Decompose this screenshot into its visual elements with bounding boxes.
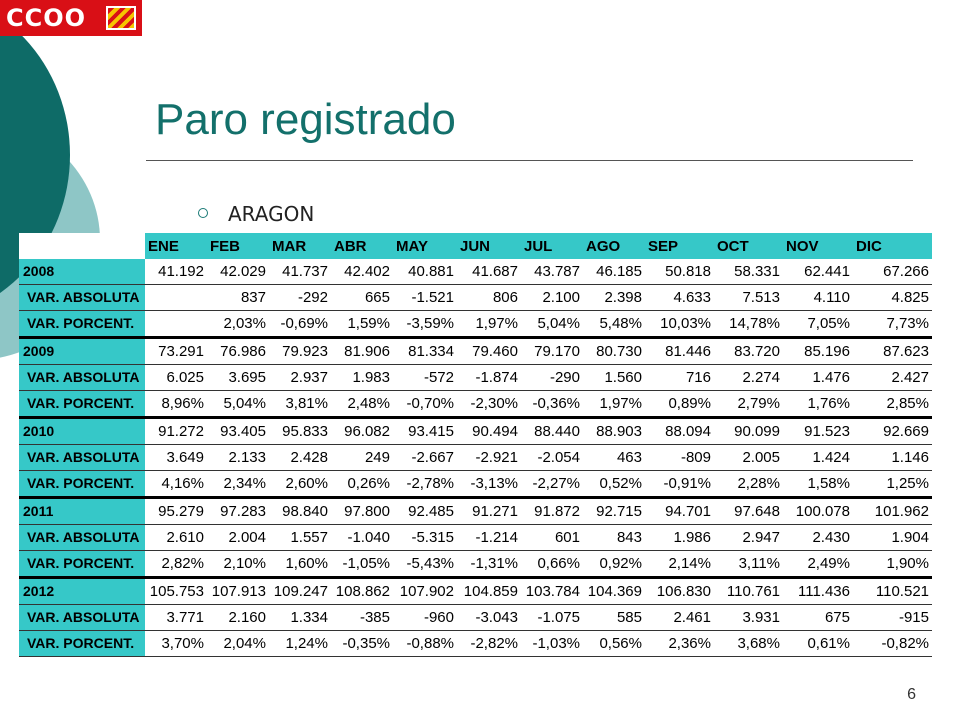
cell-pct-2010-ene: 4,16%: [145, 471, 207, 498]
cell-total-2009-jun: 79.460: [457, 338, 521, 365]
cell-abs-2012-feb: 2.160: [207, 605, 269, 631]
cell-abs-2012-sep: 2.461: [645, 605, 714, 631]
cell-total-2010-dic: 92.669: [853, 418, 932, 445]
cell-total-2008-dic: 67.266: [853, 259, 932, 285]
cell-abs-2010-sep: -809: [645, 445, 714, 471]
cell-pct-2010-jul: -2,27%: [521, 471, 583, 498]
cell-abs-2012-jul: -1.075: [521, 605, 583, 631]
cell-total-2012-oct: 110.761: [714, 578, 783, 605]
cell-pct-2010-dic: 1,25%: [853, 471, 932, 498]
cell-abs-2009-may: -572: [393, 365, 457, 391]
cell-pct-2012-oct: 3,68%: [714, 631, 783, 657]
cell-pct-2009-ago: 1,97%: [583, 391, 645, 418]
cell-pct-2011-oct: 3,11%: [714, 551, 783, 578]
cell-total-2010-oct: 90.099: [714, 418, 783, 445]
row-label: VAR. PORCENT.: [19, 551, 145, 578]
cell-total-2009-nov: 85.196: [783, 338, 853, 365]
cell-abs-2010-ene: 3.649: [145, 445, 207, 471]
cell-pct-2010-sep: -0,91%: [645, 471, 714, 498]
cell-abs-2010-may: -2.667: [393, 445, 457, 471]
unemployment-table: [19, 233, 932, 657]
cell-total-2008-mar: 41.737: [269, 259, 331, 285]
cell-pct-2011-ago: 0,92%: [583, 551, 645, 578]
cell-pct-2012-jul: -1,03%: [521, 631, 583, 657]
cell-total-2010-ago: 88.903: [583, 418, 645, 445]
cell-pct-2011-feb: 2,10%: [207, 551, 269, 578]
cell-abs-2010-mar: 2.428: [269, 445, 331, 471]
cell-abs-2012-ene: 3.771: [145, 605, 207, 631]
cell-total-2008-jul: 43.787: [521, 259, 583, 285]
cell-abs-2008-ene: [145, 285, 207, 311]
cell-total-2011-dic: 101.962: [853, 498, 932, 525]
cell-pct-2012-dic: -0,82%: [853, 631, 932, 657]
cell-total-2012-may: 107.902: [393, 578, 457, 605]
cell-pct-2008-ago: 5,48%: [583, 311, 645, 338]
abs-variation-row-2009: [19, 365, 932, 391]
row-label: VAR. ABSOLUTA: [19, 365, 145, 391]
cell-pct-2008-oct: 14,78%: [714, 311, 783, 338]
cell-abs-2010-nov: 1.424: [783, 445, 853, 471]
cell-total-2010-ene: 91.272: [145, 418, 207, 445]
cell-abs-2009-feb: 3.695: [207, 365, 269, 391]
cell-pct-2009-ene: 8,96%: [145, 391, 207, 418]
month-header-nov: NOV: [783, 233, 853, 259]
cell-pct-2012-mar: 1,24%: [269, 631, 331, 657]
cell-total-2010-may: 93.415: [393, 418, 457, 445]
cell-total-2010-abr: 96.082: [331, 418, 393, 445]
cell-pct-2009-may: -0,70%: [393, 391, 457, 418]
cell-pct-2009-dic: 2,85%: [853, 391, 932, 418]
cell-total-2010-jul: 88.440: [521, 418, 583, 445]
pct-variation-row-2009: [19, 391, 932, 418]
cell-pct-2008-abr: 1,59%: [331, 311, 393, 338]
cell-pct-2008-may: -3,59%: [393, 311, 457, 338]
cell-pct-2011-may: -5,43%: [393, 551, 457, 578]
cell-pct-2012-may: -0,88%: [393, 631, 457, 657]
cell-pct-2008-feb: 2,03%: [207, 311, 269, 338]
cell-pct-2010-ago: 0,52%: [583, 471, 645, 498]
cell-pct-2010-oct: 2,28%: [714, 471, 783, 498]
cell-abs-2012-may: -960: [393, 605, 457, 631]
cell-pct-2011-sep: 2,14%: [645, 551, 714, 578]
month-header-dic: DIC: [853, 233, 932, 259]
cell-abs-2011-ago: 843: [583, 525, 645, 551]
cell-total-2008-oct: 58.331: [714, 259, 783, 285]
row-label: VAR. ABSOLUTA: [19, 605, 145, 631]
cell-total-2011-mar: 98.840: [269, 498, 331, 525]
cell-abs-2010-jun: -2.921: [457, 445, 521, 471]
cell-total-2009-ene: 73.291: [145, 338, 207, 365]
cell-abs-2008-mar: -292: [269, 285, 331, 311]
year-row-2011: [19, 498, 932, 525]
cell-abs-2010-dic: 1.146: [853, 445, 932, 471]
month-header-row: [19, 233, 932, 259]
cell-total-2010-sep: 88.094: [645, 418, 714, 445]
cell-total-2010-nov: 91.523: [783, 418, 853, 445]
cell-total-2012-abr: 108.862: [331, 578, 393, 605]
cell-total-2011-may: 92.485: [393, 498, 457, 525]
month-header-mar: MAR: [269, 233, 331, 259]
row-label: VAR. PORCENT.: [19, 391, 145, 418]
cell-pct-2012-ago: 0,56%: [583, 631, 645, 657]
cell-abs-2011-nov: 2.430: [783, 525, 853, 551]
cell-abs-2012-dic: -915: [853, 605, 932, 631]
cell-total-2010-jun: 90.494: [457, 418, 521, 445]
cell-abs-2011-ene: 2.610: [145, 525, 207, 551]
cell-pct-2011-jul: 0,66%: [521, 551, 583, 578]
cell-total-2012-ene: 105.753: [145, 578, 207, 605]
cell-abs-2008-feb: 837: [207, 285, 269, 311]
cell-abs-2010-jul: -2.054: [521, 445, 583, 471]
region-subtitle: ARAGON: [228, 202, 315, 226]
cell-abs-2011-mar: 1.557: [269, 525, 331, 551]
cell-pct-2012-feb: 2,04%: [207, 631, 269, 657]
row-label: VAR. ABSOLUTA: [19, 445, 145, 471]
cell-pct-2011-ene: 2,82%: [145, 551, 207, 578]
cell-total-2011-sep: 94.701: [645, 498, 714, 525]
year-row-2010: [19, 418, 932, 445]
cell-total-2009-ago: 80.730: [583, 338, 645, 365]
cell-total-2008-may: 40.881: [393, 259, 457, 285]
row-label: VAR. PORCENT.: [19, 631, 145, 657]
cell-total-2009-may: 81.334: [393, 338, 457, 365]
cell-pct-2009-jun: -2,30%: [457, 391, 521, 418]
month-header-may: MAY: [393, 233, 457, 259]
cell-abs-2011-feb: 2.004: [207, 525, 269, 551]
cell-pct-2010-nov: 1,58%: [783, 471, 853, 498]
cell-pct-2009-jul: -0,36%: [521, 391, 583, 418]
cell-pct-2008-nov: 7,05%: [783, 311, 853, 338]
cell-total-2011-jul: 91.872: [521, 498, 583, 525]
cell-total-2008-ago: 46.185: [583, 259, 645, 285]
cell-abs-2012-oct: 3.931: [714, 605, 783, 631]
row-label: 2008: [19, 259, 145, 285]
cell-total-2011-oct: 97.648: [714, 498, 783, 525]
ccoo-logo: [0, 0, 142, 36]
cell-total-2012-mar: 109.247: [269, 578, 331, 605]
bullet-icon: [198, 208, 208, 218]
cell-total-2012-nov: 111.436: [783, 578, 853, 605]
cell-pct-2011-nov: 2,49%: [783, 551, 853, 578]
cell-abs-2009-ago: 1.560: [583, 365, 645, 391]
month-header-jun: JUN: [457, 233, 521, 259]
cell-total-2009-jul: 79.170: [521, 338, 583, 365]
logo-text: CCOO: [6, 4, 87, 32]
cell-pct-2009-abr: 2,48%: [331, 391, 393, 418]
abs-variation-row-2011: [19, 525, 932, 551]
cell-pct-2011-mar: 1,60%: [269, 551, 331, 578]
month-header-oct: OCT: [714, 233, 783, 259]
row-label: VAR. ABSOLUTA: [19, 285, 145, 311]
cell-abs-2009-sep: 716: [645, 365, 714, 391]
cell-pct-2009-mar: 3,81%: [269, 391, 331, 418]
cell-abs-2012-abr: -385: [331, 605, 393, 631]
cell-abs-2010-abr: 249: [331, 445, 393, 471]
cell-total-2012-sep: 106.830: [645, 578, 714, 605]
cell-pct-2012-sep: 2,36%: [645, 631, 714, 657]
cell-abs-2008-may: -1.521: [393, 285, 457, 311]
row-label: VAR. PORCENT.: [19, 311, 145, 338]
cell-pct-2008-jul: 5,04%: [521, 311, 583, 338]
cell-total-2008-nov: 62.441: [783, 259, 853, 285]
cell-total-2009-dic: 87.623: [853, 338, 932, 365]
cell-abs-2009-jul: -290: [521, 365, 583, 391]
cell-pct-2009-feb: 5,04%: [207, 391, 269, 418]
cell-pct-2008-ene: [145, 311, 207, 338]
cell-abs-2008-ago: 2.398: [583, 285, 645, 311]
cell-abs-2011-jun: -1.214: [457, 525, 521, 551]
title-divider: [146, 160, 913, 161]
cell-abs-2011-abr: -1.040: [331, 525, 393, 551]
cell-abs-2010-ago: 463: [583, 445, 645, 471]
cell-abs-2009-oct: 2.274: [714, 365, 783, 391]
cell-pct-2011-jun: -1,31%: [457, 551, 521, 578]
cell-pct-2011-abr: -1,05%: [331, 551, 393, 578]
cell-pct-2012-nov: 0,61%: [783, 631, 853, 657]
cell-pct-2008-sep: 10,03%: [645, 311, 714, 338]
abs-variation-row-2008: [19, 285, 932, 311]
row-label: 2012: [19, 578, 145, 605]
month-header-sep: SEP: [645, 233, 714, 259]
cell-total-2010-feb: 93.405: [207, 418, 269, 445]
cell-total-2008-abr: 42.402: [331, 259, 393, 285]
cell-total-2008-feb: 42.029: [207, 259, 269, 285]
cell-total-2008-ene: 41.192: [145, 259, 207, 285]
cell-abs-2012-ago: 585: [583, 605, 645, 631]
cell-abs-2008-jun: 806: [457, 285, 521, 311]
cell-total-2012-jun: 104.859: [457, 578, 521, 605]
cell-pct-2010-feb: 2,34%: [207, 471, 269, 498]
cell-abs-2011-dic: 1.904: [853, 525, 932, 551]
cell-abs-2009-jun: -1.874: [457, 365, 521, 391]
month-header-ene: ENE: [145, 233, 207, 259]
cell-abs-2010-oct: 2.005: [714, 445, 783, 471]
pct-variation-row-2008: [19, 311, 932, 338]
cell-abs-2008-oct: 7.513: [714, 285, 783, 311]
cell-total-2009-abr: 81.906: [331, 338, 393, 365]
cell-pct-2009-oct: 2,79%: [714, 391, 783, 418]
pct-variation-row-2012: [19, 631, 932, 657]
cell-total-2012-feb: 107.913: [207, 578, 269, 605]
abs-variation-row-2010: [19, 445, 932, 471]
month-header-feb: FEB: [207, 233, 269, 259]
year-row-2012: [19, 578, 932, 605]
cell-abs-2008-dic: 4.825: [853, 285, 932, 311]
cell-pct-2008-mar: -0,69%: [269, 311, 331, 338]
cell-abs-2008-nov: 4.110: [783, 285, 853, 311]
cell-pct-2009-nov: 1,76%: [783, 391, 853, 418]
cell-pct-2011-dic: 1,90%: [853, 551, 932, 578]
table-body: [19, 259, 932, 657]
month-header-jul: JUL: [521, 233, 583, 259]
cell-abs-2012-mar: 1.334: [269, 605, 331, 631]
year-row-2009: [19, 338, 932, 365]
cell-abs-2011-jul: 601: [521, 525, 583, 551]
cell-total-2011-abr: 97.800: [331, 498, 393, 525]
cell-pct-2010-jun: -3,13%: [457, 471, 521, 498]
cell-total-2008-jun: 41.687: [457, 259, 521, 285]
cell-total-2012-ago: 104.369: [583, 578, 645, 605]
cell-pct-2012-abr: -0,35%: [331, 631, 393, 657]
cell-pct-2009-sep: 0,89%: [645, 391, 714, 418]
cell-total-2009-feb: 76.986: [207, 338, 269, 365]
cell-abs-2009-mar: 2.937: [269, 365, 331, 391]
row-label: VAR. ABSOLUTA: [19, 525, 145, 551]
cell-total-2011-nov: 100.078: [783, 498, 853, 525]
abs-variation-row-2012: [19, 605, 932, 631]
year-row-2008: [19, 259, 932, 285]
cell-abs-2009-ene: 6.025: [145, 365, 207, 391]
aragon-flag-icon: [106, 6, 136, 30]
cell-pct-2008-dic: 7,73%: [853, 311, 932, 338]
cell-total-2008-sep: 50.818: [645, 259, 714, 285]
row-label: 2009: [19, 338, 145, 365]
page-number: 6: [907, 686, 916, 703]
cell-total-2009-oct: 83.720: [714, 338, 783, 365]
cell-abs-2009-nov: 1.476: [783, 365, 853, 391]
cell-abs-2012-jun: -3.043: [457, 605, 521, 631]
cell-total-2010-mar: 95.833: [269, 418, 331, 445]
cell-pct-2010-mar: 2,60%: [269, 471, 331, 498]
cell-pct-2008-jun: 1,97%: [457, 311, 521, 338]
cell-pct-2010-abr: 0,26%: [331, 471, 393, 498]
row-label: 2011: [19, 498, 145, 525]
page-title: Paro registrado: [155, 95, 456, 144]
month-header-ago: AGO: [583, 233, 645, 259]
cell-abs-2009-dic: 2.427: [853, 365, 932, 391]
cell-total-2011-feb: 97.283: [207, 498, 269, 525]
cell-pct-2012-ene: 3,70%: [145, 631, 207, 657]
cell-abs-2008-sep: 4.633: [645, 285, 714, 311]
cell-abs-2011-oct: 2.947: [714, 525, 783, 551]
row-label: VAR. PORCENT.: [19, 471, 145, 498]
row-label: 2010: [19, 418, 145, 445]
cell-total-2011-ago: 92.715: [583, 498, 645, 525]
cell-pct-2012-jun: -2,82%: [457, 631, 521, 657]
cell-total-2012-dic: 110.521: [853, 578, 932, 605]
header-corner-cell: [19, 233, 145, 259]
cell-total-2009-mar: 79.923: [269, 338, 331, 365]
cell-abs-2011-may: -5.315: [393, 525, 457, 551]
cell-abs-2008-jul: 2.100: [521, 285, 583, 311]
cell-abs-2008-abr: 665: [331, 285, 393, 311]
cell-total-2012-jul: 103.784: [521, 578, 583, 605]
month-header-abr: ABR: [331, 233, 393, 259]
pct-variation-row-2011: [19, 551, 932, 578]
cell-pct-2010-may: -2,78%: [393, 471, 457, 498]
cell-total-2009-sep: 81.446: [645, 338, 714, 365]
pct-variation-row-2010: [19, 471, 932, 498]
cell-abs-2011-sep: 1.986: [645, 525, 714, 551]
cell-abs-2012-nov: 675: [783, 605, 853, 631]
cell-total-2011-jun: 91.271: [457, 498, 521, 525]
cell-abs-2010-feb: 2.133: [207, 445, 269, 471]
cell-total-2011-ene: 95.279: [145, 498, 207, 525]
cell-abs-2009-abr: 1.983: [331, 365, 393, 391]
